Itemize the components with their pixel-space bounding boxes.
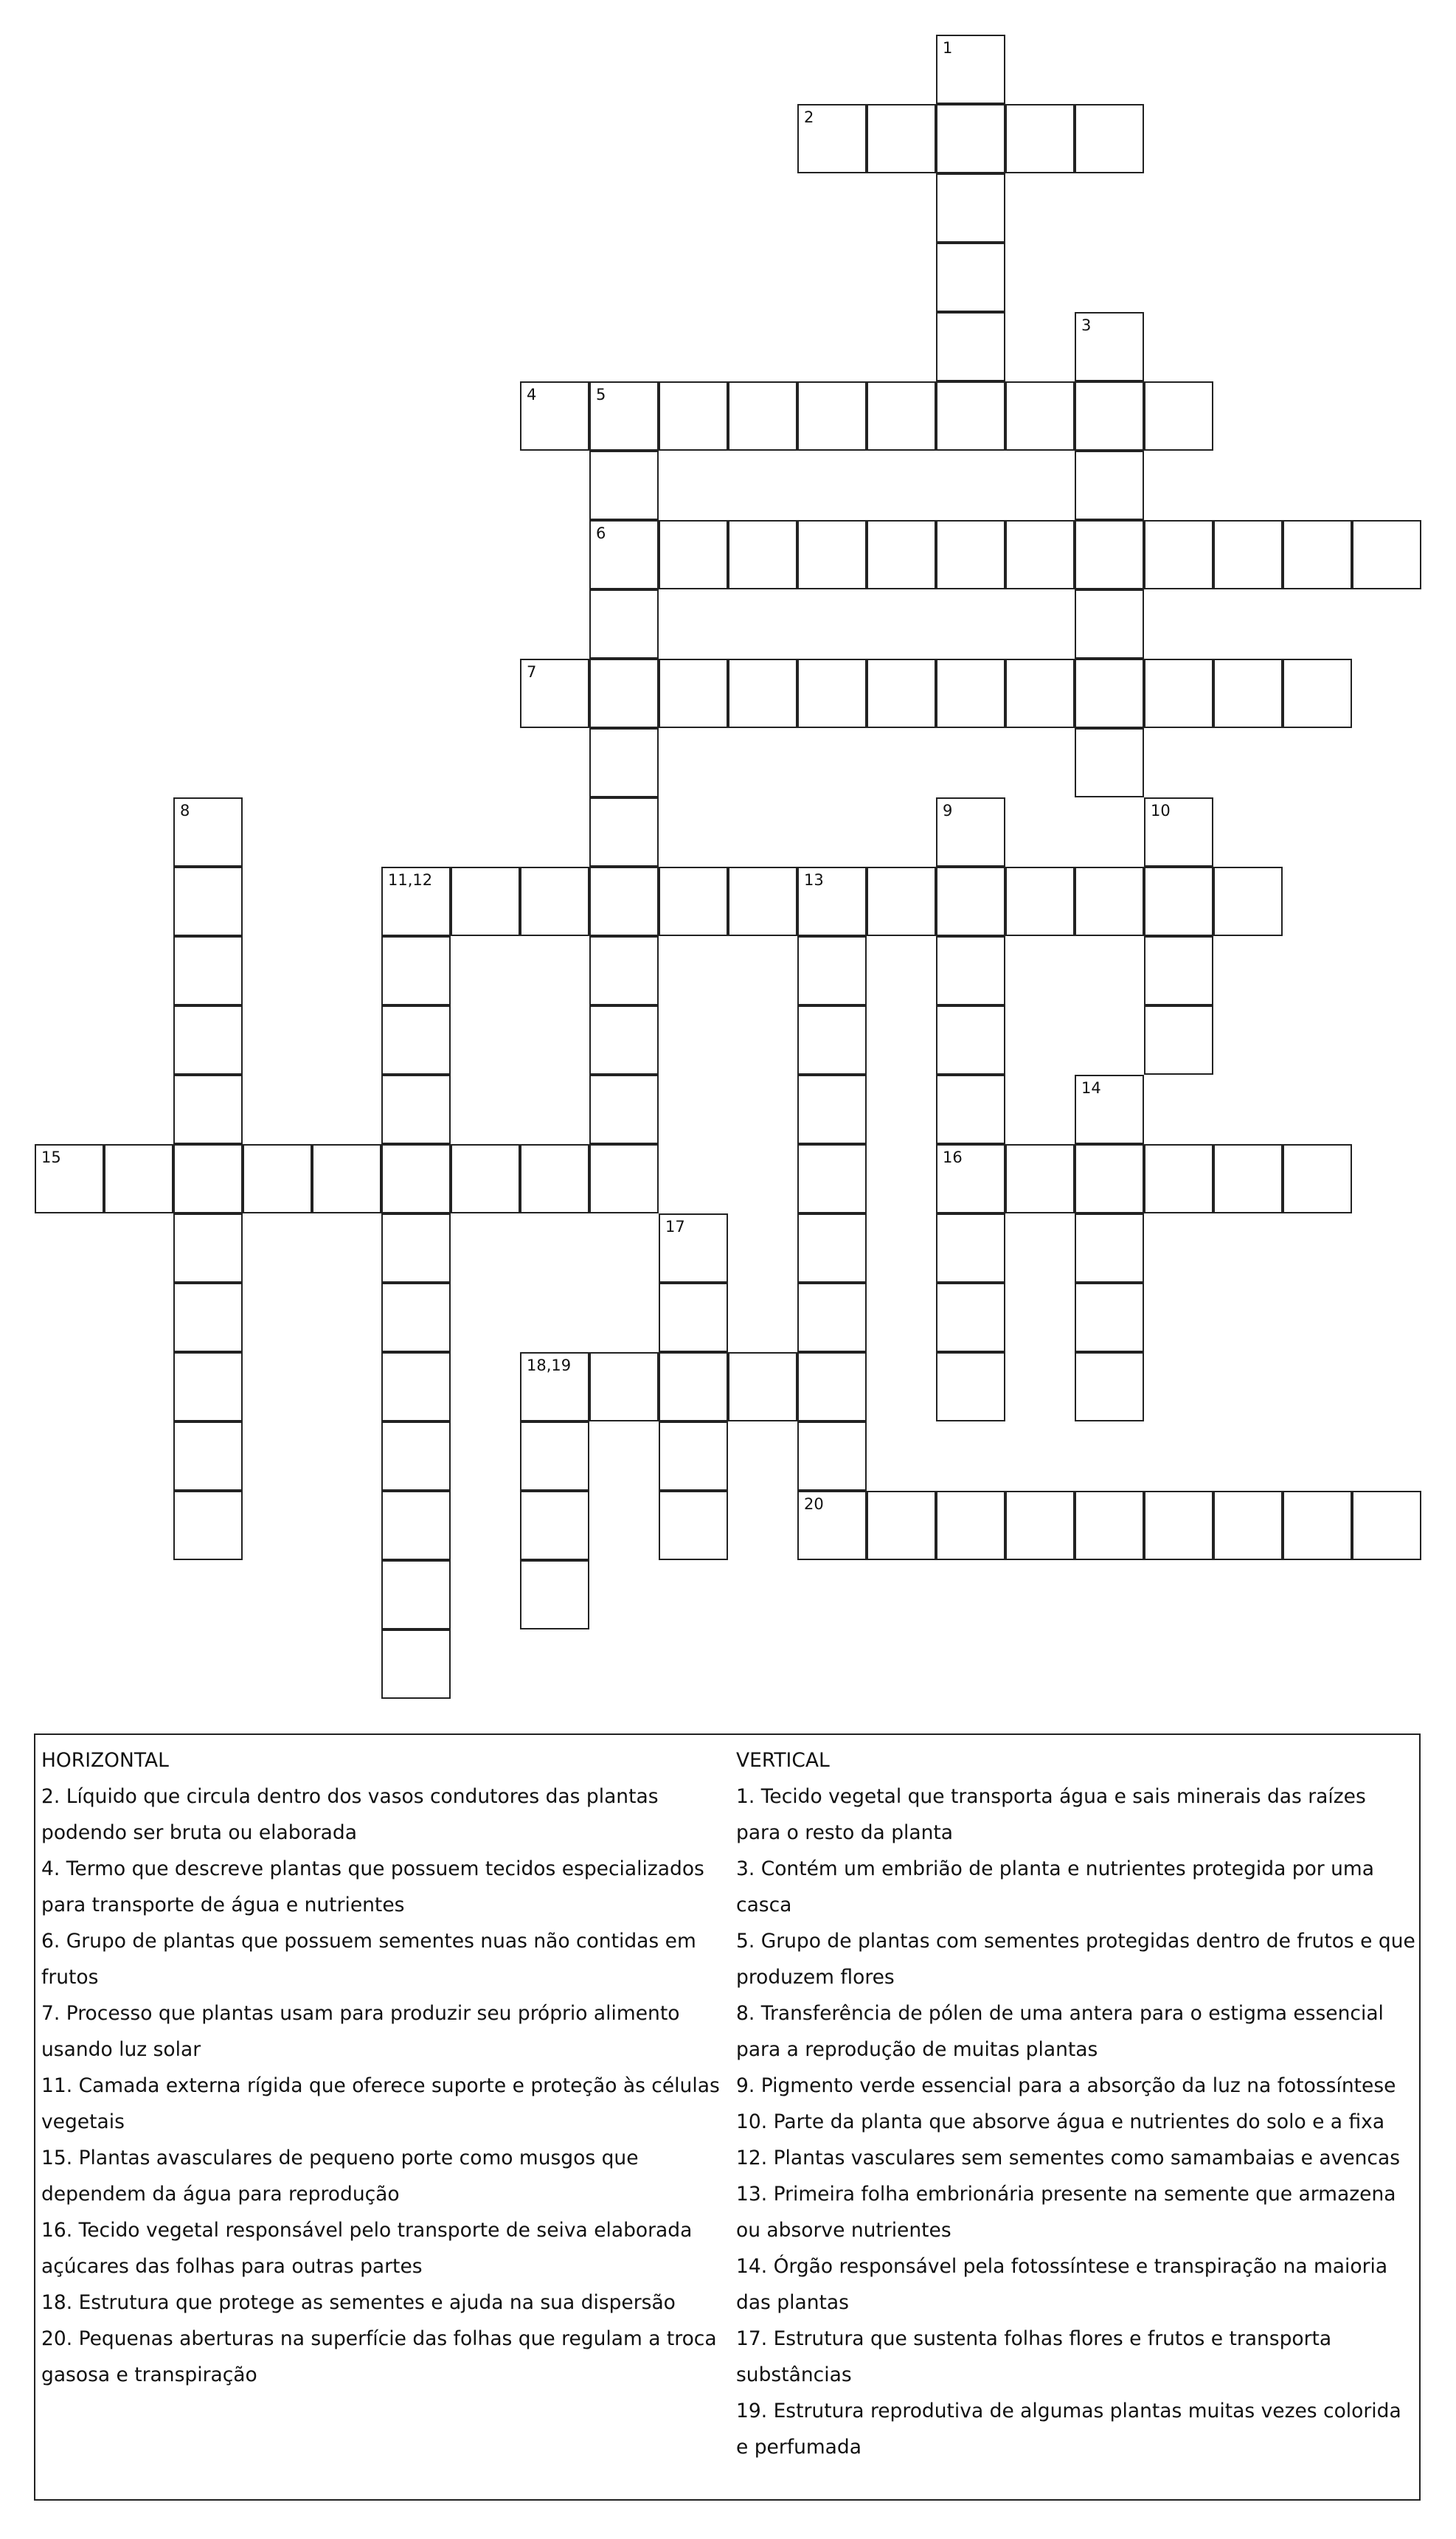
crossword-cell[interactable] [520, 1144, 589, 1213]
crossword-cell[interactable] [1075, 1075, 1144, 1144]
crossword-cell[interactable] [1144, 659, 1213, 728]
crossword-cell[interactable] [1283, 1491, 1352, 1560]
crossword-cell[interactable] [173, 797, 243, 867]
crossword-cell[interactable] [1144, 936, 1213, 1005]
clue-number: 16 [943, 1149, 963, 1166]
crossword-cell[interactable] [1283, 659, 1352, 728]
crossword-cell[interactable] [1075, 1491, 1144, 1560]
crossword-cell[interactable] [797, 1005, 867, 1075]
crossword-cell[interactable] [867, 659, 936, 728]
crossword-cell[interactable] [936, 104, 1005, 173]
vertical-clue: 17. Estrutura que sustenta folhas flores e frutos e transporta substâncias [736, 2327, 1332, 2386]
crossword-cell[interactable] [381, 1352, 451, 1421]
crossword-cell[interactable] [1075, 104, 1144, 173]
crossword-cell[interactable] [1075, 1144, 1144, 1213]
crossword-cell[interactable] [659, 1213, 728, 1283]
crossword-cell[interactable] [520, 381, 589, 451]
crossword-cell[interactable] [867, 104, 936, 173]
crossword-cell[interactable] [936, 312, 1005, 381]
crossword-cell[interactable] [1075, 659, 1144, 728]
crossword-cell[interactable] [1005, 1144, 1075, 1213]
crossword-cell[interactable] [451, 867, 520, 936]
crossword-cell[interactable] [35, 1144, 104, 1213]
crossword-cell[interactable] [1075, 867, 1144, 936]
vertical-clue: 5. Grupo de plantas com sementes protegidas dentro de frutos e que produzem flores [736, 1930, 1415, 1989]
clue-number: 10 [1151, 802, 1171, 820]
crossword-cell[interactable] [589, 1075, 659, 1144]
crossword-cell[interactable] [936, 659, 1005, 728]
horizontal-clue: 16. Tecido vegetal responsável pelo transporte de seiva elaborada açúcares das folhas para outras partes [41, 2219, 693, 2278]
crossword-cell[interactable] [381, 1144, 451, 1213]
crossword-cell[interactable] [936, 867, 1005, 936]
crossword-cell[interactable] [936, 936, 1005, 1005]
crossword-cell[interactable] [173, 1144, 243, 1213]
horizontal-clue: 11. Camada externa rígida que oferece suporte e proteção às células vegetais [41, 2074, 720, 2133]
crossword-cell[interactable] [797, 1421, 867, 1491]
crossword-cell[interactable] [936, 1075, 1005, 1144]
clue-number: 7 [527, 663, 537, 681]
horizontal-clue: 7. Processo que plantas usam para produzir seu próprio alimento usando luz solar [41, 2002, 680, 2061]
crossword-cell[interactable] [659, 381, 728, 451]
crossword-cell[interactable] [797, 1283, 867, 1352]
crossword-cell[interactable] [1075, 1283, 1144, 1352]
crossword-cell[interactable] [1213, 659, 1283, 728]
clue-number: 3 [1081, 316, 1092, 334]
crossword-cell[interactable] [1144, 1491, 1213, 1560]
crossword-cell[interactable] [797, 659, 867, 728]
crossword-cell[interactable] [451, 1144, 520, 1213]
crossword-cell[interactable] [1213, 520, 1283, 589]
crossword-cell[interactable] [936, 797, 1005, 867]
crossword-cell[interactable] [936, 1213, 1005, 1283]
crossword-cell[interactable] [1352, 520, 1421, 589]
horizontal-clues [41, 1742, 731, 2393]
crossword-cell[interactable] [173, 1421, 243, 1491]
crossword-cell[interactable] [797, 1491, 867, 1560]
horizontal-clue: 4. Termo que descreve plantas que possuem tecidos especializados para transporte de água e nutrientes [41, 1857, 704, 1916]
crossword-cell[interactable] [867, 867, 936, 936]
crossword-cell[interactable] [173, 1352, 243, 1421]
crossword-cell[interactable] [1283, 520, 1352, 589]
crossword-cell[interactable] [1005, 867, 1075, 936]
horizontal-clue: 20. Pequenas aberturas na superfície das folhas que regulam a troca gasosa e transpiração [41, 2327, 717, 2386]
crossword-cell[interactable] [867, 381, 936, 451]
clue-number: 20 [804, 1495, 824, 1513]
crossword-cell[interactable] [381, 1283, 451, 1352]
vertical-clue: 12. Plantas vasculares sem sementes como samambaias e avencas [736, 2147, 1401, 2169]
crossword-cell[interactable] [589, 1352, 659, 1421]
clue-number: 17 [665, 1218, 685, 1236]
crossword-cell[interactable] [1075, 1213, 1144, 1283]
crossword-cell[interactable] [797, 520, 867, 589]
clue-number: 9 [943, 802, 953, 820]
crossword-cell[interactable] [1005, 381, 1075, 451]
crossword-cell[interactable] [589, 867, 659, 936]
crossword-cell[interactable] [173, 1005, 243, 1075]
crossword-cell[interactable] [936, 173, 1005, 243]
crossword-cell[interactable] [728, 659, 797, 728]
crossword-cell[interactable] [936, 1352, 1005, 1421]
crossword-cell[interactable] [1075, 589, 1144, 659]
clue-number: 4 [527, 386, 537, 403]
vertical-clue: 13. Primeira folha embrionária presente na semente que armazena ou absorve nutrientes [736, 2183, 1396, 2242]
crossword-cell[interactable] [243, 1144, 312, 1213]
vertical-clue: 9. Pigmento verde essencial para a absorção da luz na fotossíntese [736, 2074, 1396, 2097]
crossword-cell[interactable] [589, 381, 659, 451]
crossword-cell[interactable] [797, 1213, 867, 1283]
crossword-cell[interactable] [589, 659, 659, 728]
crossword-cell[interactable] [797, 867, 867, 936]
clue-number: 1 [943, 39, 953, 57]
crossword-cell[interactable] [589, 936, 659, 1005]
crossword-cell[interactable] [173, 936, 243, 1005]
crossword-cell[interactable] [173, 1075, 243, 1144]
crossword-cell[interactable] [1144, 797, 1213, 867]
crossword-cell[interactable] [936, 1144, 1005, 1213]
crossword-cell[interactable] [659, 659, 728, 728]
crossword-cell[interactable] [1075, 520, 1144, 589]
crossword-cell[interactable] [797, 1144, 867, 1213]
crossword-cell[interactable] [936, 381, 1005, 451]
clue-number: 18,19 [527, 1357, 572, 1374]
crossword-cell[interactable] [936, 35, 1005, 104]
crossword-cell[interactable] [1005, 104, 1075, 173]
crossword-cell[interactable] [520, 1352, 589, 1421]
crossword-cell[interactable] [1213, 1491, 1283, 1560]
crossword-cell[interactable] [1144, 867, 1213, 936]
crossword-cell[interactable] [659, 1283, 728, 1352]
crossword-cell[interactable] [173, 1283, 243, 1352]
crossword-cell[interactable] [589, 1144, 659, 1213]
crossword-cell[interactable] [520, 659, 589, 728]
crossword-cell[interactable] [728, 520, 797, 589]
crossword-cell[interactable] [1075, 1352, 1144, 1421]
crossword-cell[interactable] [589, 797, 659, 867]
vertical-clue: 10. Parte da planta que absorve água e nutrientes do solo e a fixa [736, 2110, 1385, 2133]
horizontal-clue-list [41, 1778, 731, 2393]
crossword-cell[interactable] [381, 867, 451, 936]
crossword-cell[interactable] [936, 520, 1005, 589]
vertical-clues [736, 1742, 1416, 2465]
crossword-cell[interactable] [728, 1352, 797, 1421]
crossword-cell[interactable] [659, 520, 728, 589]
horizontal-clue: 2. Líquido que circula dentro dos vasos condutores das plantas podendo ser bruta ou elaborada [41, 1785, 659, 1844]
horizontal-clue: 18. Estrutura que protege as sementes e ajuda na sua dispersão [41, 2291, 676, 2314]
crossword-cell[interactable] [728, 381, 797, 451]
clue-number: 6 [596, 524, 606, 542]
crossword-cell[interactable] [173, 1491, 243, 1560]
crossword-cell[interactable] [589, 728, 659, 797]
crossword-cell[interactable] [381, 1491, 451, 1560]
horizontal-clue: 6. Grupo de plantas que possuem sementes nuas não contidas em frutos [41, 1930, 696, 1989]
horizontal-clue: 15. Plantas avasculares de pequeno porte como musgos que dependem da água para reprodução [41, 2147, 639, 2206]
crossword-cell[interactable] [1075, 381, 1144, 451]
crossword-cell[interactable] [381, 936, 451, 1005]
horizontal-heading: HORIZONTAL [41, 1749, 169, 1772]
crossword-cell[interactable] [1283, 1144, 1352, 1213]
clue-number: 8 [180, 802, 190, 820]
crossword-cell[interactable] [659, 1352, 728, 1421]
crossword-cell[interactable] [867, 1491, 936, 1560]
crossword-cell[interactable] [589, 451, 659, 520]
crossword-cell[interactable] [589, 520, 659, 589]
crossword-cell[interactable] [173, 1213, 243, 1283]
crossword-cell[interactable] [589, 1005, 659, 1075]
crossword-cell[interactable] [797, 1075, 867, 1144]
crossword-cell[interactable] [1144, 1005, 1213, 1075]
crossword-cell[interactable] [936, 1005, 1005, 1075]
vertical-heading: VERTICAL [736, 1749, 830, 1772]
crossword-cell[interactable] [381, 1075, 451, 1144]
crossword-cell[interactable] [659, 867, 728, 936]
crossword-cell[interactable] [520, 1421, 589, 1491]
crossword-cell[interactable] [1075, 451, 1144, 520]
crossword-cell[interactable] [936, 243, 1005, 312]
clue-number: 13 [804, 871, 824, 889]
crossword-cell[interactable] [1005, 659, 1075, 728]
crossword-cell[interactable] [1213, 1144, 1283, 1213]
crossword-cell[interactable] [936, 1283, 1005, 1352]
crossword-cell[interactable] [659, 1491, 728, 1560]
crossword-cell[interactable] [1144, 1144, 1213, 1213]
crossword-cell[interactable] [1213, 867, 1283, 936]
crossword-cell[interactable] [1075, 728, 1144, 797]
vertical-clue: 19. Estrutura reprodutiva de algumas plantas muitas vezes colorida e perfumada [736, 2400, 1401, 2459]
clue-number: 5 [596, 386, 606, 403]
clues-box [34, 1733, 1421, 2501]
clue-number: 15 [41, 1149, 61, 1166]
vertical-clue: 1. Tecido vegetal que transporta água e sais minerais das raízes para o resto da planta [736, 1785, 1366, 1844]
crossword-cell[interactable] [797, 1352, 867, 1421]
crossword-cell[interactable] [173, 867, 243, 936]
crossword-cell[interactable] [520, 1491, 589, 1560]
vertical-clue-list [736, 1778, 1416, 2465]
crossword-cell[interactable] [381, 1421, 451, 1491]
crossword-cell[interactable] [659, 1421, 728, 1491]
vertical-clue: 14. Órgão responsável pela fotossíntese e transpiração na maioria das plantas [736, 2255, 1388, 2314]
crossword-cell[interactable] [1075, 312, 1144, 381]
clue-number: 11,12 [388, 871, 433, 889]
crossword-cell[interactable] [520, 867, 589, 936]
crossword-cell[interactable] [104, 1144, 173, 1213]
crossword-cell[interactable] [381, 1629, 451, 1699]
clue-number: 14 [1081, 1079, 1101, 1097]
vertical-clue: 8. Transferência de pólen de uma antera para o estigma essencial para a reprodução de muitas plantas [736, 2002, 1384, 2061]
crossword-cell[interactable] [312, 1144, 381, 1213]
crossword-cell[interactable] [1005, 1491, 1075, 1560]
crossword-cell[interactable] [520, 1560, 589, 1629]
clue-number: 2 [804, 108, 814, 126]
crossword-cell[interactable] [797, 104, 867, 173]
crossword-cell[interactable] [1352, 1491, 1421, 1560]
crossword-cell[interactable] [381, 1560, 451, 1629]
crossword-cell[interactable] [936, 1491, 1005, 1560]
crossword-cell[interactable] [797, 936, 867, 1005]
crossword-cell[interactable] [1005, 520, 1075, 589]
crossword-cell[interactable] [1144, 520, 1213, 589]
crossword-cell[interactable] [589, 589, 659, 659]
crossword-cell[interactable] [381, 1213, 451, 1283]
vertical-clue: 3. Contém um embrião de planta e nutrientes protegida por uma casca [736, 1857, 1374, 1916]
crossword-cell[interactable] [728, 867, 797, 936]
crossword-cell[interactable] [797, 381, 867, 451]
crossword-cell[interactable] [381, 1005, 451, 1075]
crossword-cell[interactable] [1144, 381, 1213, 451]
crossword-cell[interactable] [867, 520, 936, 589]
